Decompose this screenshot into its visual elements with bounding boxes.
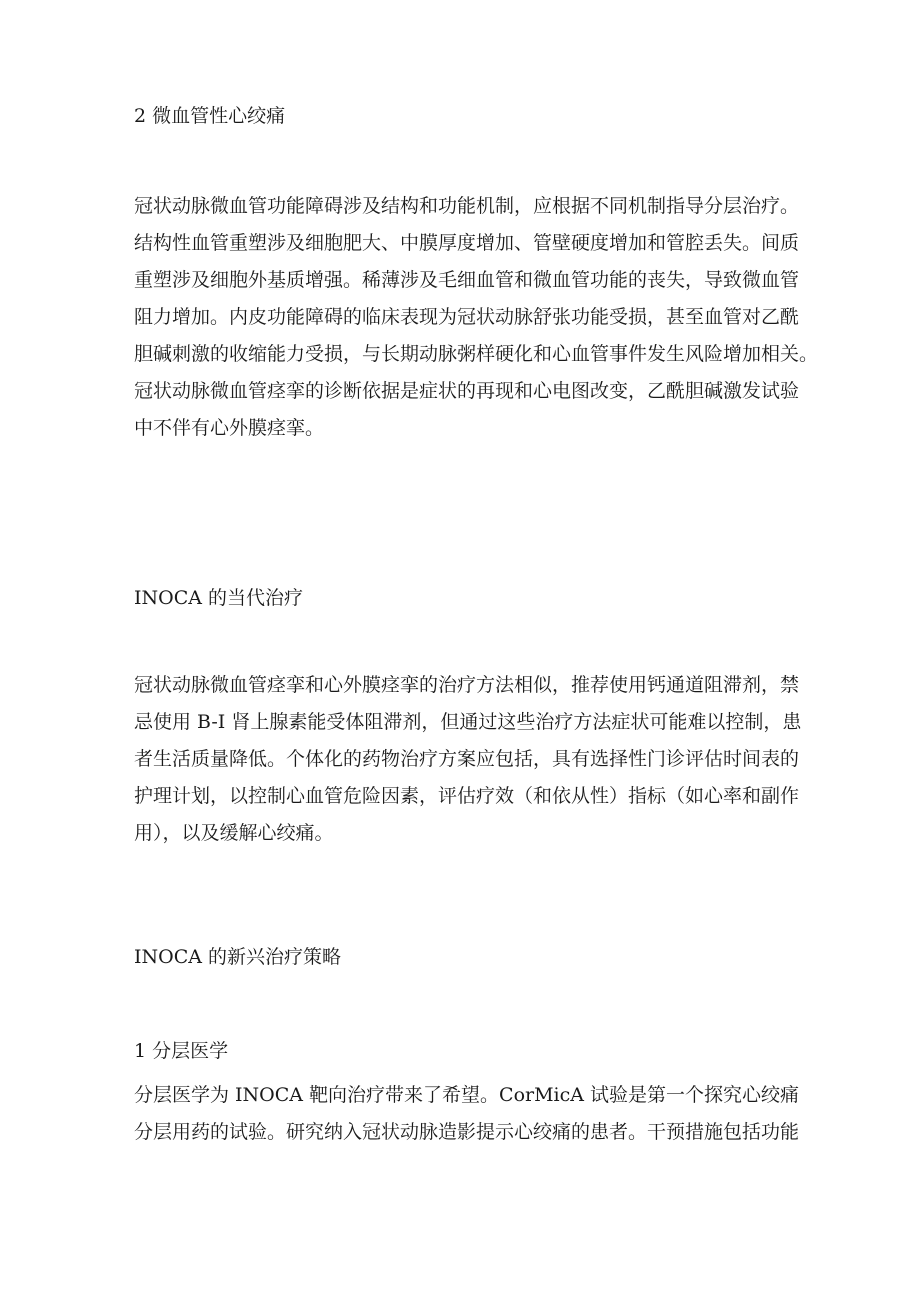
section-heading-stratified-medicine: 1 分层医学 xyxy=(134,1040,229,1062)
paragraph-line: 用），以及缓解心绞痛。 xyxy=(134,822,334,844)
paragraph-line: 阻力增加。内皮功能障碍的临床表现为冠状动脉舒张功能受损，甚至血管对乙酰 xyxy=(134,306,800,328)
paragraph-line: 胆碱刺激的收缩能力受损，与长期动脉粥样硬化和心血管事件发生风险增加相关。 xyxy=(134,343,819,365)
section-heading-microvascular-angina: 2 微血管性心绞痛 xyxy=(134,105,286,127)
paragraph-line: 分层用药的试验。研究纳入冠状动脉造影提示心绞痛的患者。干预措施包括功能 xyxy=(134,1121,800,1143)
section-heading-contemporary-treatment: INOCA 的当代治疗 xyxy=(134,587,304,609)
paragraph-microvascular-dysfunction xyxy=(134,188,819,447)
paragraph-line: 冠状动脉微血管痉挛和心外膜痉挛的治疗方法相似，推荐使用钙通道阻滞剂，禁 xyxy=(134,674,800,696)
paragraph-line: 冠状动脉微血管痉挛的诊断依据是症状的再现和心电图改变，乙酰胆碱激发试验 xyxy=(134,380,800,402)
paragraph-stratified-medicine xyxy=(134,1077,800,1151)
paragraph-line: 护理计划，以控制心血管危险因素，评估疗效（和依从性）指标（如心率和副作 xyxy=(134,785,800,807)
paragraph-line: 结构性血管重塑涉及细胞肥大、中膜厚度增加、管壁硬度增加和管腔丢失。间质 xyxy=(134,232,800,254)
paragraph-line: 重塑涉及细胞外基质增强。稀薄涉及毛细血管和微血管功能的丧失，导致微血管 xyxy=(134,269,800,291)
paragraph-line: 分层医学为 INOCA 靶向治疗带来了希望。CorMicA 试验是第一个探究心绞痛 xyxy=(134,1084,800,1106)
paragraph-line: 者生活质量降低。个体化的药物治疗方案应包括，具有选择性门诊评估时间表的 xyxy=(134,748,800,770)
paragraph-line: 中不伴有心外膜痉挛。 xyxy=(134,417,325,439)
section-heading-emerging-strategies: INOCA 的新兴治疗策略 xyxy=(134,946,342,968)
paragraph-line: 忌使用 B-I 肾上腺素能受体阻滞剂，但通过这些治疗方法症状可能难以控制，患 xyxy=(134,711,802,733)
paragraph-line: 冠状动脉微血管功能障碍涉及结构和功能机制，应根据不同机制指导分层治疗。 xyxy=(134,195,800,217)
paragraph-contemporary-treatment xyxy=(134,667,802,852)
